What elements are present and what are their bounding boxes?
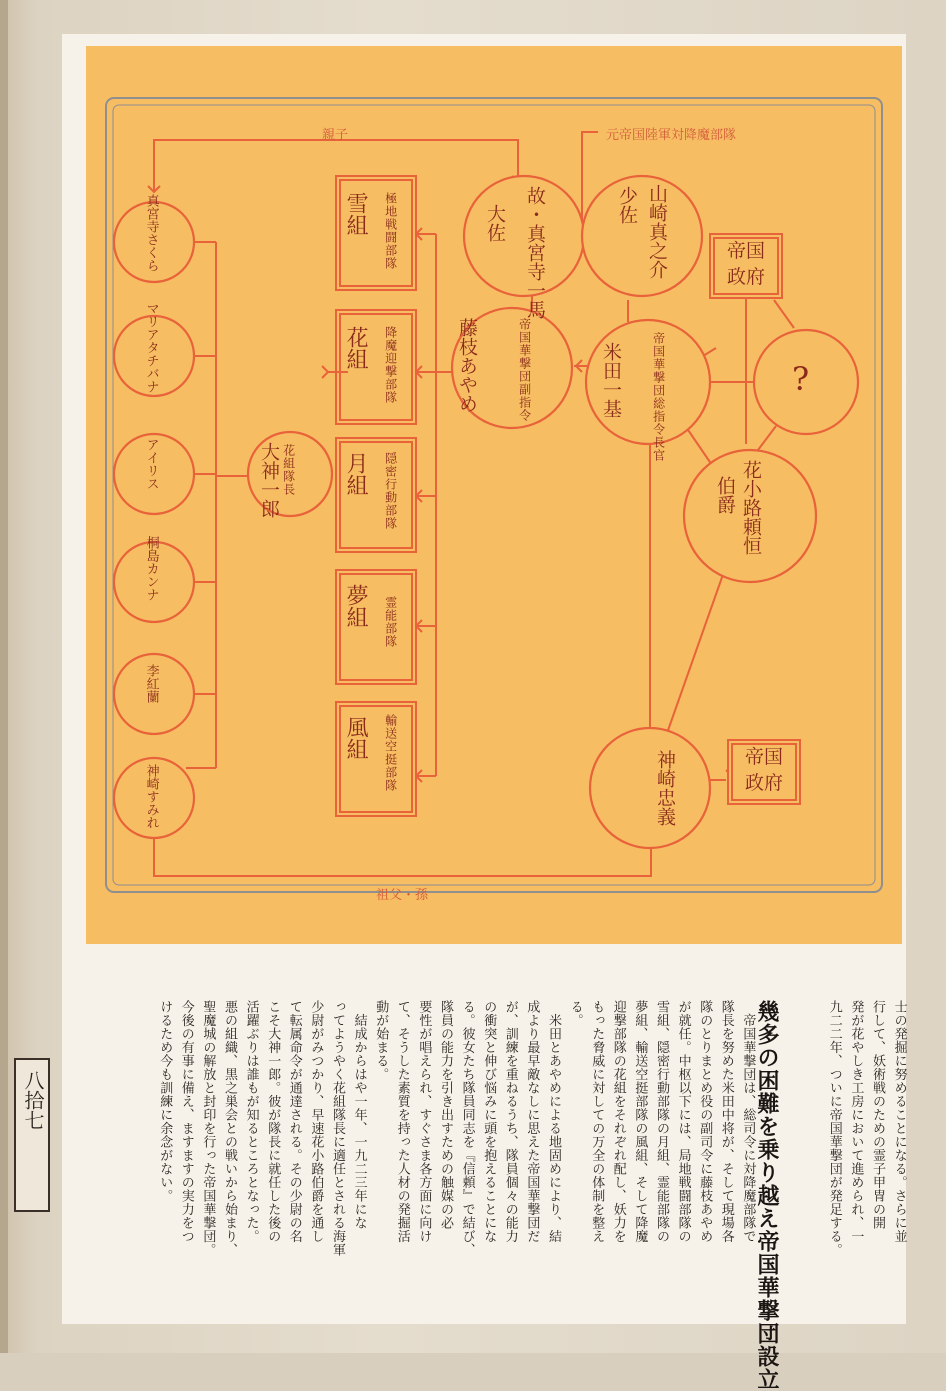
fujieda-title: 帝国華撃団副指令 [517,318,532,422]
kanzaki-name: 神崎忠義 [654,750,676,826]
organization-diagram [86,46,902,944]
article-line: ってようやく花組隊長に適任とされる海軍 [329,1000,345,1257]
member-sakura: 真宮寺さくら [143,194,159,272]
circle-yamazaki [582,176,702,296]
article-line: 発が花やしき工房において進められ、一 [848,1000,864,1243]
article-line: けるため今も訓練に余念がない。 [157,1000,173,1203]
article-line: 要性が唱えられ、すぐさま各方面に向け [416,1000,432,1243]
article-line: が就任。中枢以下には、局地戦闘部隊の [675,1000,691,1243]
government-bottom: 帝国政府 [744,746,783,794]
member-kanna: 桐島カンナ [143,536,159,601]
unit-yuki-name: 雪組 [343,192,369,236]
article-line: る。彼女たち隊員同志を『信頼』で結び、 [459,1000,475,1257]
unit-tsuki-name: 月組 [343,452,369,496]
unit-tsuki-desc: 隠密行動部隊 [383,452,398,530]
article-line: 雪組、隠密行動部隊の月組、霊能部隊の [653,1000,669,1243]
shinguji-rank: 大佐 [483,204,506,242]
unit-kaze-desc: 輸送空挺部隊 [383,714,398,792]
article-line: 帝国華撃団は、総司令に対降魔部隊で [740,1000,756,1243]
unit-hana-name: 花組 [343,326,369,370]
article-line: こそ大神一郎。彼が隊長に就任した後の [265,1000,281,1243]
article-line: る。 [567,1000,583,1027]
article-line: 行して、妖術戦のための霊子甲冑の開 [869,1000,885,1230]
member-kohran: 李紅蘭 [143,664,159,703]
government-top: 帝国政府 [726,240,765,288]
article-line: 隊長を努めた米田中将が、そして現場各 [718,1000,734,1243]
article-line: 隊員の能力を引き出すための触媒の必 [437,1000,453,1230]
article-line: 動が始まる。 [373,1000,389,1081]
article-line: て、そうした素質を持った人材の発掘活 [394,1000,410,1243]
article-line: 夢組、輸送空挺部隊の風組、そして降魔 [632,1000,648,1243]
article-line: て転属命令が通達される。その少尉の名 [286,1000,302,1243]
unit-kaze-name: 風組 [343,716,369,760]
book-spine-edge [0,0,8,1353]
hanakoji-rank: 伯爵 [713,476,736,514]
article-line: 聖魔城の解放と封印を行った帝国華撃団。 [200,1000,216,1257]
yamazaki-rank: 少佐 [615,186,638,224]
ogami-name: 大神一郎 [257,442,280,518]
hanakoji-name: 花小路頼恒 [739,460,762,555]
page-number-box [14,1058,50,1212]
article-line: 隊のとりまとめ役の副司令に藤枝あやめ [697,1000,713,1243]
unit-yume-desc: 霊能部隊 [383,596,398,648]
ogami-title: 花組隊長 [281,444,296,496]
ex-unit-label: 元帝国陸軍対降魔部隊 [606,128,737,143]
article-line: 米田とあやめによる地固めにより、結 [545,1000,561,1243]
shinguji-name: 故・真宮寺一馬 [524,186,546,319]
unit-yuki-desc: 極地戦闘部隊 [383,192,398,270]
unit-hana-desc: 降魔迎撃部隊 [383,326,398,404]
article-line: 士の発掘に努めることになる。さらに並 [891,1000,907,1243]
yoneda-title: 帝国華撃団総指令長官 [651,332,666,462]
yoneda-name: 米田一基 [599,342,622,418]
parent-child-label: 親子 [322,128,349,143]
article-line: 成より最早敵なしに思えた帝国華撃団だ [524,1000,540,1243]
grandfather-grandchild-label: 祖父・孫 [376,888,429,903]
article-line: 今後の有事に備え、ますますの実力をつ [178,1000,194,1243]
unknown-question-mark: ? [792,360,810,398]
article-line: 悪の組織、黒之巣会との戦いから始まり、 [221,1000,237,1257]
article-line: もった脅威に対しての万全の体制を整え [589,1000,605,1243]
member-iris: アイリス [143,438,159,490]
article-line: 九二二年、ついに帝国華撃団が発足する。 [826,1000,842,1257]
article-line: 活躍ぶりは誰もが知るところとなった。 [243,1000,259,1243]
fujieda-name: 藤枝あやめ [455,318,478,413]
unit-yume-name: 夢組 [343,584,369,628]
member-maria: マリアタチバナ [143,302,159,393]
yamazaki-name: 山崎真之介 [645,184,668,279]
article-line: が、訓練を重ねるうち、隊員個々の能力 [502,1000,518,1243]
article-line: 少尉がみつかり、早速花小路伯爵を通し [308,1000,324,1243]
member-sumire: 神崎すみれ [143,764,159,829]
diagram-lines [86,46,902,944]
article-line: 迎撃部隊の花組をそれぞれ配し、妖力を [610,1000,626,1243]
article-line: 結成からはや一年、一九二三年にな [351,1000,367,1230]
article-line: の衝突と伸び悩みに頭を抱えることにな [481,1000,497,1243]
page-number: 八拾七 [21,1070,45,1130]
article-body [88,1000,907,1257]
article-heading: 幾多の困難を乗り越え帝国華撃団設立 [754,1000,780,1391]
